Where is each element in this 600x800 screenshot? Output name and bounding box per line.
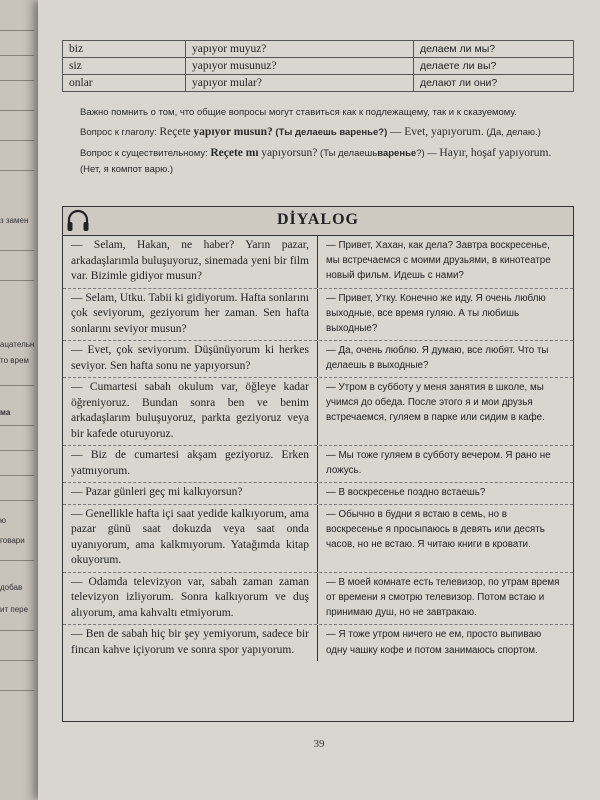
russian-cell: делаем ли мы? xyxy=(414,41,574,58)
dialog-row xyxy=(63,573,573,626)
dialog-row xyxy=(63,505,573,573)
pronoun-cell: siz xyxy=(63,58,186,75)
turkish-line: — Selam, Hakan, ne haber? Yarın pazar, arkadaşlarımla buluşuyoruz, sinemada yeni bir film var. Bizimle gidiyor musun? xyxy=(63,236,318,288)
dialog-header xyxy=(63,207,573,236)
turkish-line: — Evet, çok seviyorum. Düşünüyorum ki herkes seviyor. Sen hafta sonu ne yapıyorsun? xyxy=(63,341,318,377)
russian-line: — В моей комнате есть телевизор, по утрам время от времени я смотрю телевизор. Потом встаю и принимаю душ, но не завтракаю. xyxy=(326,576,560,619)
dialog-row xyxy=(63,625,573,661)
turkish-line: — Odamda televizyon var, sabah zaman zaman televizyon izliyorum. Sonra kalkıyorum ve duş alıyorum, ama kahvaltı etmiyorum. xyxy=(63,573,318,625)
dialog-rows xyxy=(63,236,573,661)
table-row xyxy=(63,58,574,75)
dialog-row xyxy=(63,289,573,342)
russian-line: — Да, очень люблю. Я думаю, все любят. Что ты делаешь в выходные? xyxy=(326,345,549,372)
turkish-line: — Cumartesi sabah okulum var, öğleye kadar öğreniyoruz. Bundan sonra ben ve benim arkadaşlarım buluşuyoruz, parkta geziyoruz veya bir kafede oturuyoruz. xyxy=(63,378,318,445)
verb-question-example: Вопрос к глаголу: Reçete yapıyor musun? (Ты делаешь варенье?) — Evet, yapıyorum. (Да, делаю.) xyxy=(80,125,541,138)
turkish-line: — Ben de sabah hiç bir şey yemiyorum, sadece bir fincan kahve içiyorum ve sonra spor yapıyorum. xyxy=(63,625,318,661)
adjacent-fragment: ю xyxy=(0,516,6,525)
russian-line: — Привет, Утку. Конечно же иду. Я очень люблю выходные, все время гуляю. А ты любишь выходные? xyxy=(326,292,546,334)
pronoun-cell: biz xyxy=(63,41,186,58)
adjacent-fragment: ма xyxy=(0,408,11,417)
adjacent-fragment: добав xyxy=(0,583,23,592)
table-row xyxy=(63,41,574,58)
table-row xyxy=(63,75,574,92)
russian-line: — Мы тоже гуляем в субботу вечером. Я рано не ложусь. xyxy=(326,450,551,477)
conjugation-table xyxy=(62,40,574,92)
russian-cell: делаете ли вы? xyxy=(414,58,574,75)
turkish-cell: yapıyor mular? xyxy=(186,75,414,92)
turkish-line: — Selam, Utku. Tabii ki gidiyorum. Hafta sonlarını çok seviyorum, geziyorum her zaman. Sen hafta sonlarını seviyor musun? xyxy=(63,289,318,341)
turkish-line: — Pazar günleri geç mi kalkıyorsun? xyxy=(63,483,318,504)
adjacent-fragment: з замен xyxy=(0,216,29,225)
russian-line: — В воскресенье поздно встаешь? xyxy=(326,487,486,499)
adjacent-fragment: то врем xyxy=(0,356,29,365)
turkish-cell: yapıyor musunuz? xyxy=(186,58,414,75)
dialog-title: DİYALOG xyxy=(277,211,359,228)
dialog-box xyxy=(62,206,574,722)
grammar-notes xyxy=(80,106,570,182)
russian-line: — Я тоже утром ничего не ем, просто выпиваю одну чашку кофе и потом занимаюсь спортом. xyxy=(326,629,542,656)
pronoun-cell: onlar xyxy=(63,75,186,92)
russian-line: — Обычно в будни я встаю в семь, но в воскресенье я просыпаюсь в девять или десять часов, но не встаю. Я читаю книги в кровати. xyxy=(326,508,545,551)
dialog-row xyxy=(63,446,573,483)
turkish-cell: yapıyor muyuz? xyxy=(186,41,414,58)
note-line: Важно помнить о том, что общие вопросы могут ставиться как к подлежащему, так и к сказуемому. xyxy=(80,107,517,118)
russian-line: — Утром в субботу у меня занятия в школе, мы учимся до обеда. После этого я и мои друзья встречаемся, гуляем в парке или сидим в кафе. xyxy=(326,382,545,424)
noun-question-example: Вопрос к существительному: Reçete mı yapıyorsun? (Ты делаешьваренье?) — Hayır, hoşaf yapıyorum. (Нет, я компот варю.) xyxy=(80,146,552,176)
dialog-row xyxy=(63,236,573,289)
dialog-row xyxy=(63,378,573,446)
adjacent-fragment: ит пере xyxy=(0,605,29,614)
page-number: 39 xyxy=(313,738,325,750)
adjacent-page-edge xyxy=(0,0,38,800)
dialog-row xyxy=(63,341,573,378)
adjacent-fragment: ацательн xyxy=(0,340,35,349)
turkish-line: — Biz de cumartesi akşam geziyoruz. Erken yatmıyorum. xyxy=(63,446,318,482)
russian-line: — Привет, Хахан, как дела? Завтра воскресенье, мы встречаемся с моими друзьями, в кинотеатре новый фильм. Идешь с нами? xyxy=(326,240,551,282)
adjacent-fragment: говари xyxy=(0,536,25,545)
turkish-line: — Genellikle hafta içi saat yedide kalkıyorum, ama pazar günü saat dokuzda veya saat onda uyanıyorum, ama kalkmıyorum. Yatağımda kitap okuyorum. xyxy=(63,505,318,572)
russian-cell: делают ли они? xyxy=(414,75,574,92)
dialog-row xyxy=(63,483,573,505)
